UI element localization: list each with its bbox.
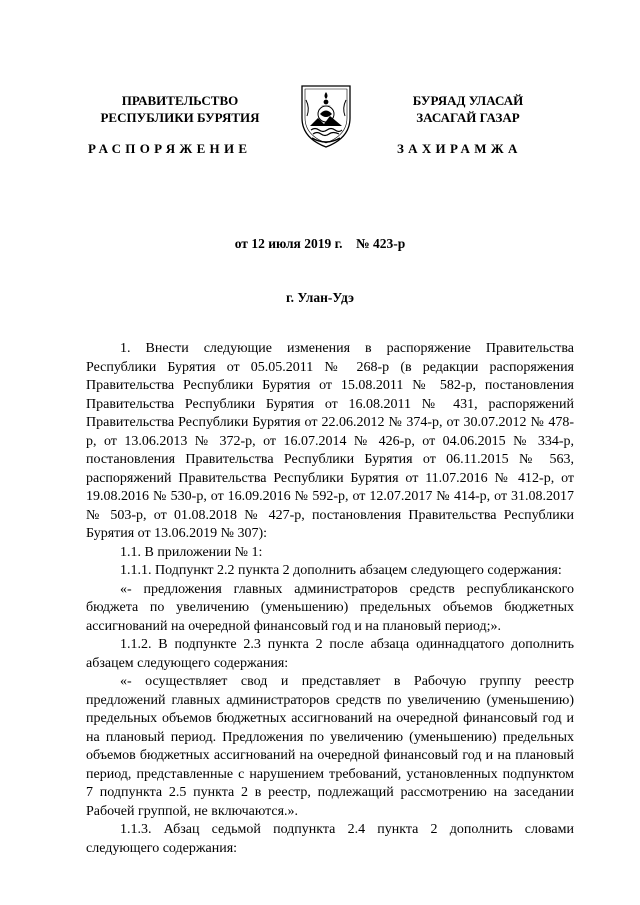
paragraph: 1.1. В приложении № 1: (120, 544, 263, 560)
document-body (86, 340, 574, 858)
paragraph: 1.1.1. Подпункт 2.2 пункта 2 дополнить абзацем следующего содержания: (120, 563, 562, 578)
paragraph: 1. Внести следующие изменения в распоряжение Правительства Республики Бурятия от 05.05.2011 № 268-р (в редакции распоряжения Правительства Республики Бурятия от 15.08.2011 № 582-р, постановления Правительства Республики Бурятия от 16.08.2011 № 431, распоряжений Правительства Республики Бурятия от 22.06.2012 № 374-р, от 30.07.2012 № 478-р, от 13.06.2013 № 372-р, от 16.07.2014 № 426-р, от 04.06.2015 № 334-р, постановления Правительства Республики Бурятия от 06.11.2015 № 563, распоряжений Правительства Республики Бурятия от 11.07.2016 № 412-р, от 19.08.2016 № 530-р, от 16.09.2016 № 592-р, от 12.07.2017 № 414-р, от 31.08.2017 № 503-р, от 01.08.2018 № 427-р, постановления Правительства Республики Бурятия от 13.06.2019 № 307): (86, 341, 574, 541)
government-buryat-line-1: БУРЯАД УЛАСАЙ (412, 93, 524, 108)
government-name-russian (80, 92, 280, 126)
city: г. Улан-Удэ (286, 290, 354, 305)
government-name-buryat (370, 92, 566, 126)
document-type-russian: РАСПОРЯЖЕНИЕ (88, 141, 252, 156)
paragraph: «- осуществляет свод и представляет в Рабочую группу реестр предложений главных администраторов средств по увеличению (уменьшению) предельных объемов бюджетных ассигнований на очередной финансовый год и на плановый период. Предложения по увеличению (уменьшению) предельных объемов бюджетных ассигнований на очередной финансовый год и на плановый период, представленные с нарушением требований, установленных подпунктом 7 подпункта 2.5 пункта 2 в реестр, подлежащий рассмотрению на заседании Рабочей группой, не включаются.». (86, 674, 574, 819)
document-type-buryat: ЗАХИРАМЖА (397, 141, 522, 156)
government-line-1: ПРАВИТЕЛЬСТВО (121, 93, 239, 108)
coat-of-arms-icon (298, 80, 354, 150)
paragraph: «- предложения главных администраторов средств республиканского бюджета по увеличению (уменьшению) предельных объемов бюджетных ассигнований на очередной финансовый год и на плановый период;». (86, 581, 574, 634)
paragraph: 1.1.2. В подпункте 2.3 пункта 2 после абзаца одиннадцатого дополнить абзацем следующего содержания: (86, 637, 574, 671)
government-buryat-line-2: ЗАСАГАЙ ГАЗАР (416, 110, 520, 125)
date-and-number: от 12 июля 2019 г. № 423-р (234, 236, 406, 251)
paragraph: 1.1.3. Абзац седьмой подпункта 2.4 пункта 2 дополнить словами следующего содержания: (86, 822, 574, 856)
government-line-2: РЕСПУБЛИКИ БУРЯТИЯ (100, 110, 260, 125)
